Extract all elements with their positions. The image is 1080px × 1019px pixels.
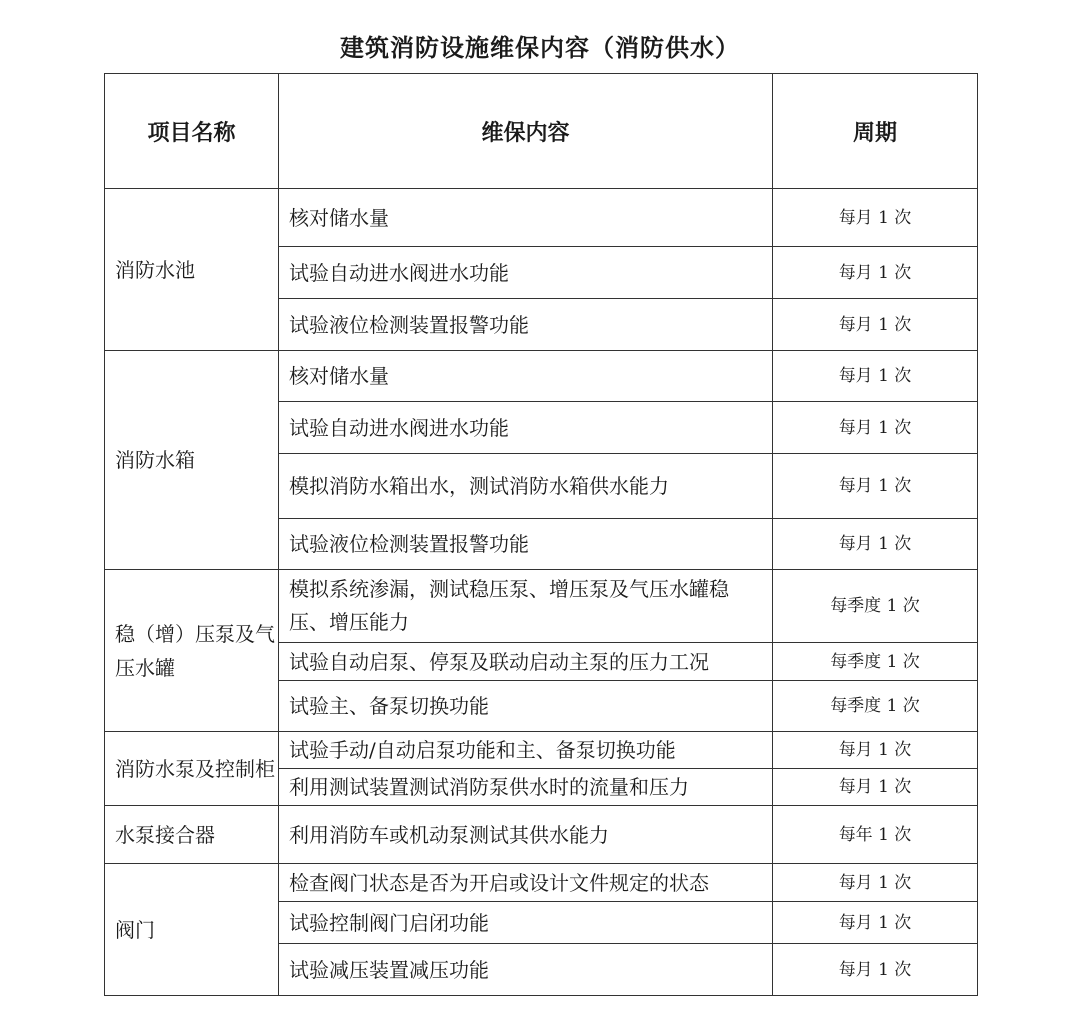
header-row xyxy=(105,74,978,189)
content-cell: 核对储水量 xyxy=(279,189,773,247)
header-name: 项目名称 xyxy=(105,74,279,189)
content-cell: 检查阀门状态是否为开启或设计文件规定的状态 xyxy=(279,864,773,902)
cycle-cell: 每月 1 次 xyxy=(773,247,978,299)
header-content: 维保内容 xyxy=(279,74,773,189)
cycle-cell: 每季度 1 次 xyxy=(773,570,978,643)
category-cell: 消防水泵及控制柜 xyxy=(105,732,279,806)
cycle-cell: 每月 1 次 xyxy=(773,944,978,996)
table-row xyxy=(105,351,978,402)
cycle-cell: 每月 1 次 xyxy=(773,902,978,944)
content-cell: 模拟消防水箱出水，测试消防水箱供水能力 xyxy=(279,454,773,519)
content-cell: 试验减压装置减压功能 xyxy=(279,944,773,996)
content-cell: 模拟系统渗漏，测试稳压泵、增压泵及气压水罐稳压、增压能力 xyxy=(279,570,773,643)
table-row xyxy=(105,570,978,643)
content-cell: 核对储水量 xyxy=(279,351,773,402)
content-cell: 试验自动启泵、停泵及联动启动主泵的压力工况 xyxy=(279,643,773,681)
content-cell: 试验自动进水阀进水功能 xyxy=(279,402,773,454)
content-cell: 利用消防车或机动泵测试其供水能力 xyxy=(279,806,773,864)
content-cell: 试验液位检测装置报警功能 xyxy=(279,299,773,351)
cycle-cell: 每季度 1 次 xyxy=(773,681,978,732)
content-cell: 利用测试装置测试消防泵供水时的流量和压力 xyxy=(279,769,773,806)
page-title: 建筑消防设施维保内容（消防供水） xyxy=(340,34,740,62)
category-cell: 消防水池 xyxy=(105,189,279,351)
category-cell: 消防水箱 xyxy=(105,351,279,570)
category-cell: 稳（增）压泵及气压水罐 xyxy=(105,570,279,732)
cycle-cell: 每季度 1 次 xyxy=(773,643,978,681)
content-cell: 试验手动/自动启泵功能和主、备泵切换功能 xyxy=(279,732,773,769)
category-cell: 水泵接合器 xyxy=(105,806,279,864)
cycle-cell: 每月 1 次 xyxy=(773,519,978,570)
content-cell: 试验自动进水阀进水功能 xyxy=(279,247,773,299)
table-row xyxy=(105,864,978,902)
content-cell: 试验液位检测装置报警功能 xyxy=(279,519,773,570)
cycle-cell: 每月 1 次 xyxy=(773,864,978,902)
cycle-cell: 每月 1 次 xyxy=(773,454,978,519)
category-cell: 阀门 xyxy=(105,864,279,996)
table-row xyxy=(105,806,978,864)
header-cycle: 周期 xyxy=(773,74,978,189)
maintenance-table xyxy=(104,73,978,996)
cycle-cell: 每年 1 次 xyxy=(773,806,978,864)
content-cell: 试验控制阀门启闭功能 xyxy=(279,902,773,944)
table-row xyxy=(105,189,978,247)
table-row xyxy=(105,732,978,769)
cycle-cell: 每月 1 次 xyxy=(773,732,978,769)
cycle-cell: 每月 1 次 xyxy=(773,402,978,454)
cycle-cell: 每月 1 次 xyxy=(773,189,978,247)
cycle-cell: 每月 1 次 xyxy=(773,769,978,806)
content-cell: 试验主、备泵切换功能 xyxy=(279,681,773,732)
cycle-cell: 每月 1 次 xyxy=(773,351,978,402)
cycle-cell: 每月 1 次 xyxy=(773,299,978,351)
